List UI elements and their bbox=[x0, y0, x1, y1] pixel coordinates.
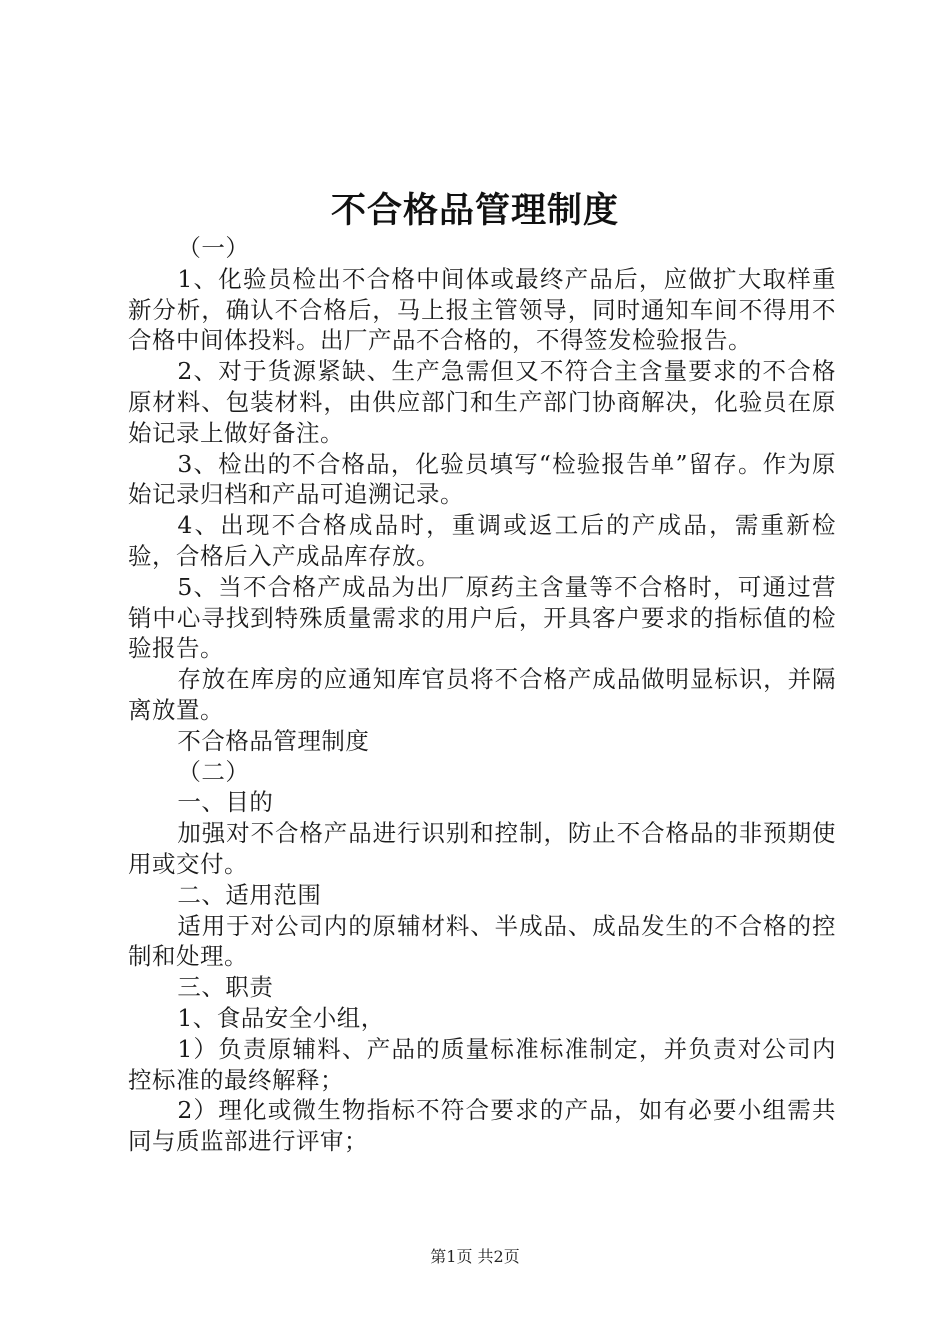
paragraph: 5、当不合格产成品为出厂原药主含量等不合格时，可通过营销中心寻找到特殊质量需求的用户后，开具客户要求的指标值的检验报告。 bbox=[128, 572, 836, 663]
page-footer: 第1页 共2页 bbox=[430, 1247, 520, 1266]
paragraph: 2、对于货源紧缺、生产急需但又不符合主含量要求的不合格原材料、包装材料，由供应部门和生产部门协商解决，化验员在原始记录上做好备注。 bbox=[128, 357, 836, 447]
paragraph: （二） bbox=[177, 757, 250, 786]
paragraph: （一） bbox=[177, 234, 250, 262]
paragraph: 1、化验员检出不合格中间体或最终产品后，应做扩大取样重新分析，确认不合格后，马上报主管领导，同时通知车间不得用不合格中间体投料。出厂产品不合格的，不得签发检验报告。 bbox=[128, 264, 836, 355]
paragraph: 存放在库房的应通知库官员将不合格产成品做明显标识，并隔离放置。 bbox=[128, 665, 836, 724]
paragraph: 4、出现不合格成品时，重调或返工后的产成品，需重新检验，合格后入产成品库存放。 bbox=[128, 511, 836, 570]
paragraph: 适用于对公司内的原辅材料、半成品、成品发生的不合格的控制和处理。 bbox=[128, 911, 836, 971]
paragraph: 2）理化或微生物指标不符合要求的产品，如有必要小组需共同与质监部进行评审； bbox=[128, 1096, 836, 1156]
paragraph: 加强对不合格产品进行识别和控制，防止不合格品的非预期使用或交付。 bbox=[128, 819, 836, 878]
paragraph: 不合格品管理制度 bbox=[177, 726, 370, 755]
section-heading: 二、适用范围 bbox=[177, 880, 322, 909]
section-heading: 一、目的 bbox=[177, 788, 274, 817]
paragraph: 1、食品安全小组， bbox=[177, 1003, 385, 1032]
document-title: 不合格品管理制度 bbox=[330, 190, 619, 231]
paragraph: 3、检出的不合格品，化验员填写“检验报告单”留存。作为原始记录归档和产品可追溯记录。 bbox=[128, 449, 836, 509]
paragraph: 1）负责原辅料、产品的质量标准标准制定，并负责对公司内控标准的最终解释； bbox=[128, 1034, 836, 1094]
section-heading: 三、职责 bbox=[177, 973, 274, 1002]
document-body bbox=[128, 233, 836, 1157]
